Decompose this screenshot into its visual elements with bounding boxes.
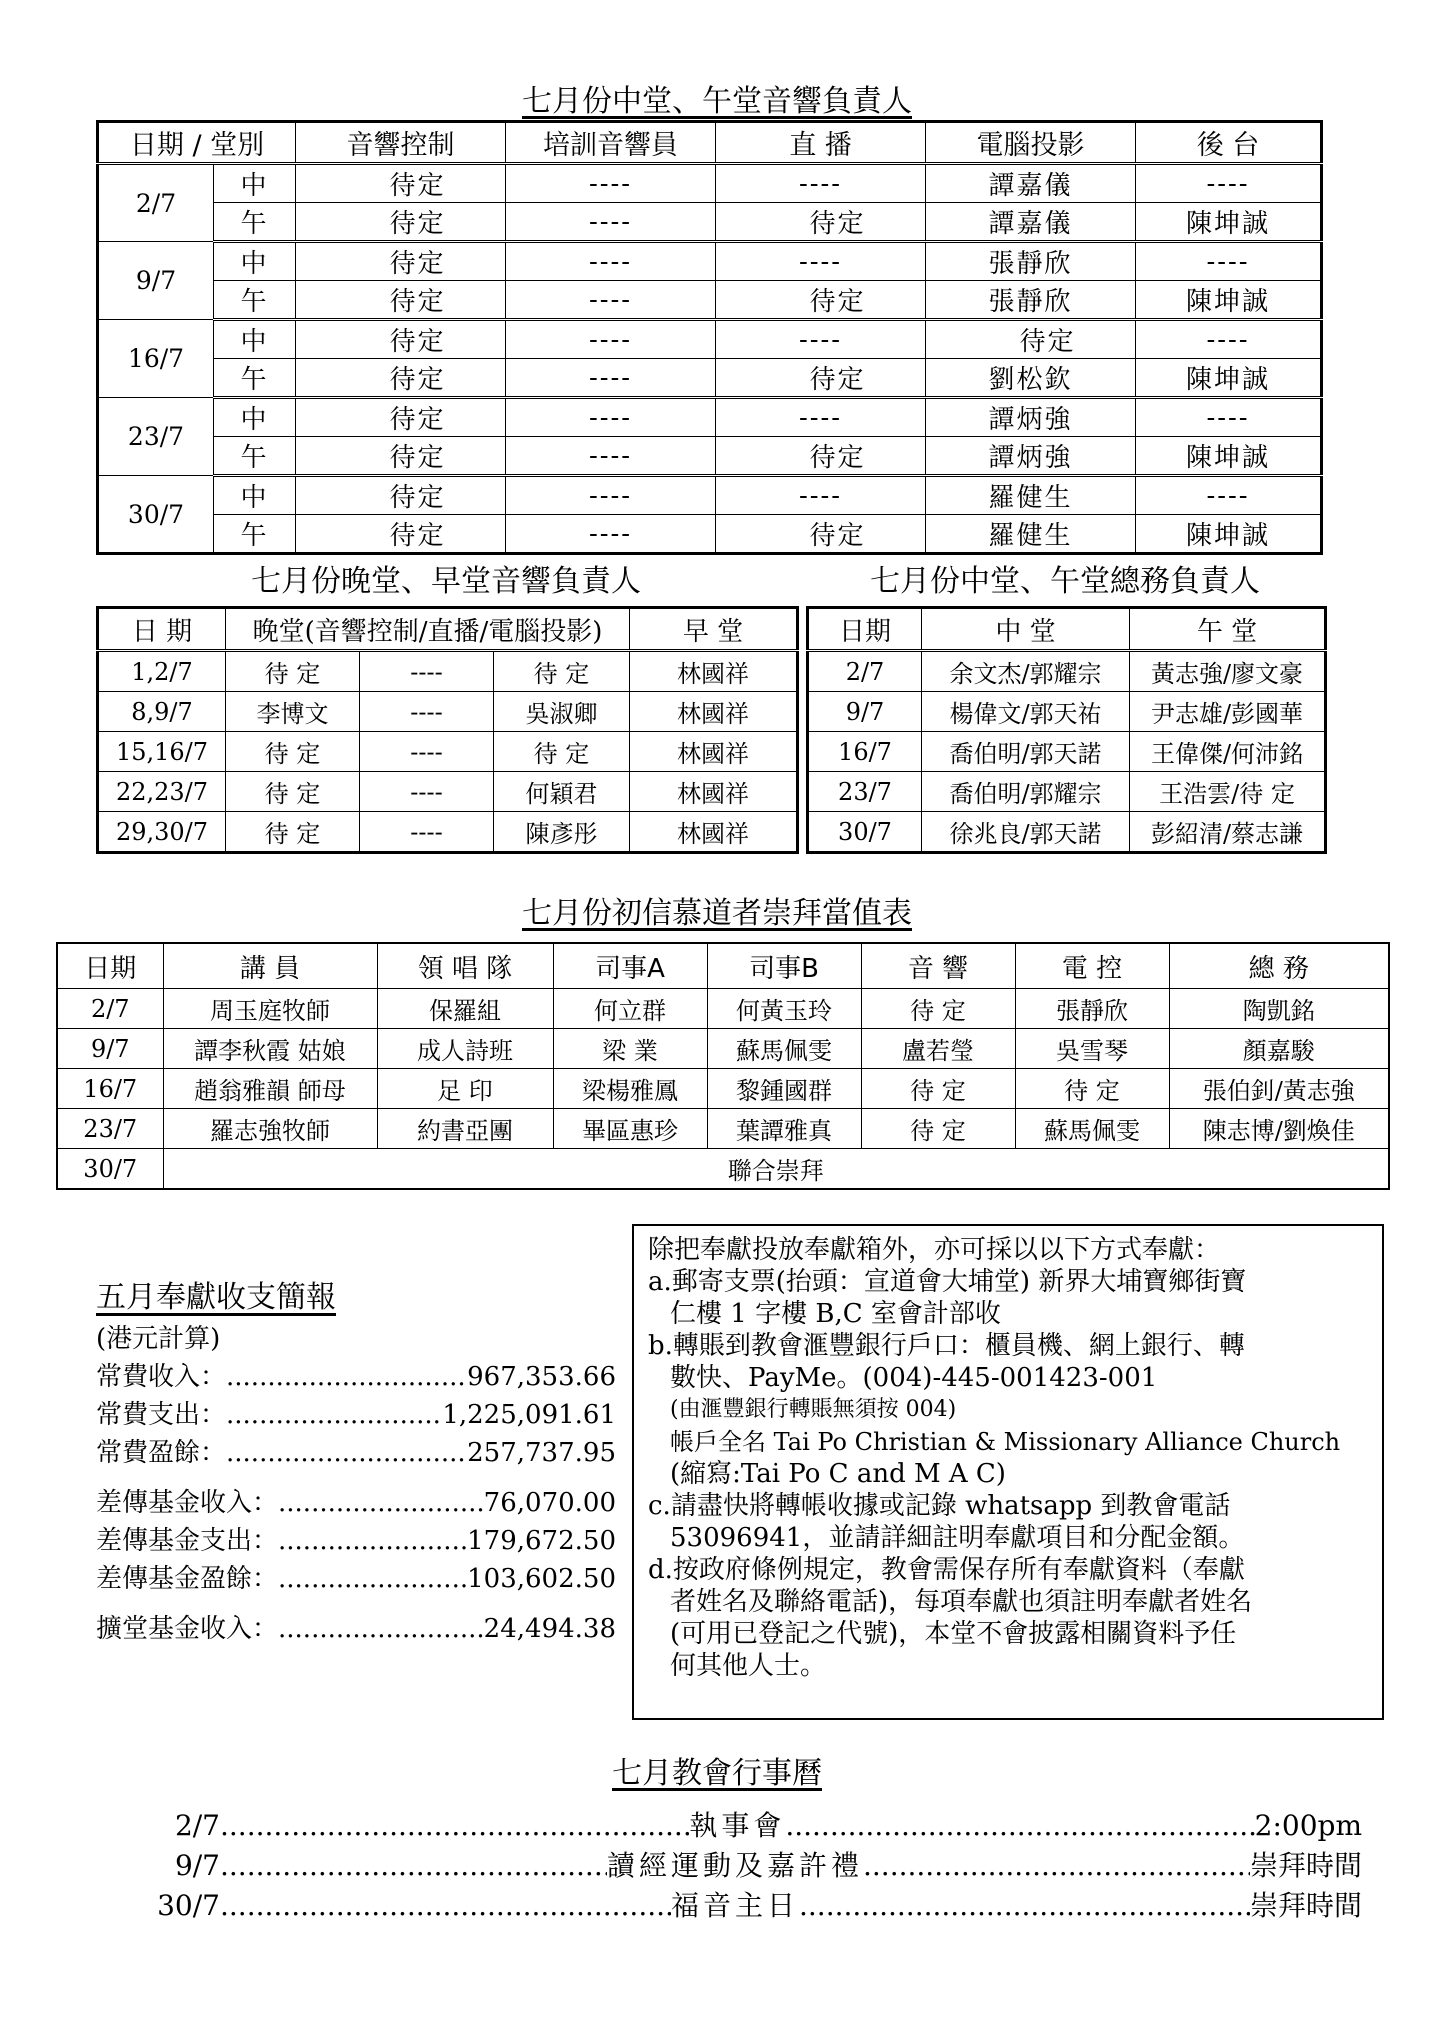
row-date: 8,9/7: [98, 692, 226, 732]
row-live: ----: [716, 242, 926, 281]
row-date: 2/7: [98, 164, 214, 242]
seeker-worship-table: [56, 942, 1390, 1190]
table-row: [808, 692, 1326, 732]
row-noon: 王浩雲/待 定: [1130, 772, 1326, 812]
offering-method-c: c.請盡快將轉帳收據或記錄 whatsapp 到教會電話: [648, 1491, 1231, 1521]
row-backstage: ----: [1136, 164, 1322, 203]
header-speaker: 講 員: [163, 943, 377, 989]
row-sound: 待 定: [861, 1069, 1015, 1109]
table-header-row: [98, 122, 1322, 164]
row-projector: 劉松欽: [926, 359, 1136, 398]
row-sound: 待 定: [226, 772, 360, 812]
row-trainee: ----: [506, 437, 716, 476]
header-trainee: 培訓音響員: [506, 122, 716, 164]
row-usher-b: 葉譚雅真: [707, 1109, 861, 1149]
row-live: 待定: [716, 437, 926, 476]
row-trainee: ----: [506, 164, 716, 203]
table-row: [98, 242, 1322, 281]
row-usher-b: 蘇馬佩雯: [707, 1029, 861, 1069]
row-date: 16/7: [98, 320, 214, 398]
row-sound: 盧若瑩: [861, 1029, 1015, 1069]
row-sound: 待定: [296, 476, 506, 515]
table-row: [57, 1149, 1389, 1190]
header-sound: 音 響: [861, 943, 1015, 989]
row-control: 蘇馬佩雯: [1015, 1109, 1169, 1149]
table-row: [98, 515, 1322, 554]
row-projector: 羅健生: [926, 515, 1136, 554]
row-date: 16/7: [808, 732, 922, 772]
offering-report-title: 五月奉獻收支簡報: [96, 1280, 336, 1315]
row-session: 午: [214, 437, 296, 476]
row-backstage: 陳坤誠: [1136, 203, 1322, 242]
row-date: 30/7: [808, 812, 922, 853]
row-date: 2/7: [57, 989, 163, 1029]
row-backstage: 陳坤誠: [1136, 359, 1322, 398]
row-live: 待定: [716, 281, 926, 320]
report-row: 差傳基金支出： ..... 179,672.50: [96, 1522, 616, 1560]
row-general: 陶凱銘: [1169, 989, 1389, 1029]
row-date: 9/7: [98, 242, 214, 320]
row-date: 2/7: [808, 651, 922, 692]
row-date: 15,16/7: [98, 732, 226, 772]
offering-intro: 除把奉獻投放奉獻箱外，亦可採以以下方式奉獻：: [648, 1235, 1221, 1265]
header-worship: 領 唱 隊: [377, 943, 553, 989]
church-calendar: [150, 1806, 1362, 1926]
row-usher-a: 何立群: [553, 989, 707, 1029]
row-control: 吳雪琴: [1015, 1029, 1169, 1069]
table-row: [808, 651, 1326, 692]
table-row: [98, 772, 798, 812]
offering-method-b: b.轉賬到教會滙豐銀行戶口：櫃員機、網上銀行、轉: [648, 1331, 1245, 1361]
table-row: [808, 812, 1326, 853]
row-projector: 待 定: [494, 732, 630, 772]
row-live: 待定: [716, 515, 926, 554]
row-sound: 待定: [296, 203, 506, 242]
report-row: 差傳基金盈餘： ..... 103,602.50: [96, 1560, 616, 1598]
table-row: [98, 203, 1322, 242]
table-row: [98, 359, 1322, 398]
row-usher-a: 梁楊雅鳳: [553, 1069, 707, 1109]
row-mid: 楊偉文/郭天祐: [922, 692, 1130, 732]
table-row: [98, 692, 798, 732]
row-noon: 尹志雄/彭國華: [1130, 692, 1326, 732]
table-header-row: [808, 608, 1326, 651]
table-row: [98, 732, 798, 772]
row-projector: 張靜欣: [926, 281, 1136, 320]
header-usher-b: 司事B: [707, 943, 861, 989]
evening-sound-table: [96, 606, 799, 854]
row-projector: 譚炳強: [926, 398, 1136, 437]
row-live: ----: [716, 320, 926, 359]
row-backstage: 陳坤誠: [1136, 281, 1322, 320]
report-row: 差傳基金收入： ..... 76,070.00: [96, 1484, 616, 1522]
row-date: 9/7: [808, 692, 922, 732]
row-usher-a: 畢區惠珍: [553, 1109, 707, 1149]
row-worship: 約書亞團: [377, 1109, 553, 1149]
joint-worship-cell: 聯合崇拜: [163, 1149, 1389, 1190]
row-sound: 待 定: [226, 812, 360, 853]
header-mid: 中 堂: [922, 608, 1130, 651]
row-mid: 徐兆良/郭天諾: [922, 812, 1130, 853]
row-noon: 王偉傑/何沛銘: [1130, 732, 1326, 772]
sound-table-title: 七月份中堂、午堂音響負責人: [522, 84, 912, 119]
row-projector: 陳彥彤: [494, 812, 630, 853]
row-sound: 待定: [296, 320, 506, 359]
row-date: 1,2/7: [98, 651, 226, 692]
row-speaker: 羅志強牧師: [163, 1109, 377, 1149]
row-sound: 待定: [296, 398, 506, 437]
row-usher-a: 梁 業: [553, 1029, 707, 1069]
row-general: 陳志博/劉煥佳: [1169, 1109, 1389, 1149]
row-sound: 待定: [296, 242, 506, 281]
general-table-title: 七月份中堂、午堂總務負責人: [870, 564, 1260, 599]
row-live: ----: [360, 651, 494, 692]
header-date: 日期: [57, 943, 163, 989]
report-row: 常費收入： ..... 967,353.66: [96, 1358, 616, 1396]
row-sound: 待定: [296, 359, 506, 398]
row-projector: 譚嘉儀: [926, 203, 1136, 242]
row-sound: 待 定: [861, 1109, 1015, 1149]
header-noon: 午 堂: [1130, 608, 1326, 651]
row-backstage: 陳坤誠: [1136, 437, 1322, 476]
sound-duty-table: [96, 120, 1323, 555]
row-mid: 余文杰/郭耀宗: [922, 651, 1130, 692]
row-sound: 待定: [296, 164, 506, 203]
table-row: [98, 398, 1322, 437]
row-backstage: ----: [1136, 320, 1322, 359]
table-row: [57, 1029, 1389, 1069]
table-row: [808, 732, 1326, 772]
row-session: 午: [214, 281, 296, 320]
row-session: 午: [214, 515, 296, 554]
row-usher-b: 黎鍾國群: [707, 1069, 861, 1109]
row-speaker: 譚李秋霞 姑娘: [163, 1029, 377, 1069]
row-morning: 林國祥: [630, 772, 798, 812]
row-session: 午: [214, 203, 296, 242]
table-row: [808, 772, 1326, 812]
row-live: ----: [716, 398, 926, 437]
seeker-table-title: 七月份初信慕道者崇拜當值表: [522, 896, 912, 931]
row-trainee: ----: [506, 359, 716, 398]
row-projector: 吳淑卿: [494, 692, 630, 732]
table-header-row: [57, 943, 1389, 989]
row-date: 29,30/7: [98, 812, 226, 853]
table-row: [57, 989, 1389, 1029]
calendar-event: 9/7 ..... 讀經運動及嘉許禮 ..... 崇拜時間: [150, 1846, 1362, 1886]
table-row: [98, 476, 1322, 515]
row-date: 30/7: [98, 476, 214, 554]
row-trainee: ----: [506, 281, 716, 320]
row-sound: 待定: [296, 515, 506, 554]
header-morning: 早 堂: [630, 608, 798, 651]
row-backstage: ----: [1136, 242, 1322, 281]
offering-report: [96, 1276, 616, 1648]
row-live: ----: [360, 812, 494, 853]
row-date: 23/7: [98, 398, 214, 476]
row-session: 中: [214, 164, 296, 203]
row-session: 中: [214, 242, 296, 281]
calendar-event: 2/7 ..... 執事會 ..... 2:00pm: [150, 1806, 1362, 1846]
report-row: 擴堂基金收入： ..... 24,494.38: [96, 1610, 616, 1648]
table-row: [98, 281, 1322, 320]
row-sound: 待 定: [861, 989, 1015, 1029]
row-morning: 林國祥: [630, 812, 798, 853]
row-projector: 譚嘉儀: [926, 164, 1136, 203]
header-backstage: 後 台: [1136, 122, 1322, 164]
row-live: ----: [360, 692, 494, 732]
header-usher-a: 司事A: [553, 943, 707, 989]
row-trainee: ----: [506, 515, 716, 554]
row-sound: 待 定: [226, 732, 360, 772]
row-session: 午: [214, 359, 296, 398]
table-row: [98, 164, 1322, 203]
header-date: 日 期: [98, 608, 226, 651]
row-sound: 待定: [296, 437, 506, 476]
row-trainee: ----: [506, 203, 716, 242]
general-affairs-table: [806, 606, 1327, 854]
row-morning: 林國祥: [630, 651, 798, 692]
row-sound: 待 定: [226, 651, 360, 692]
row-projector: 羅健生: [926, 476, 1136, 515]
header-general: 總 務: [1169, 943, 1389, 989]
row-projector: 譚炳強: [926, 437, 1136, 476]
row-trainee: ----: [506, 242, 716, 281]
row-mid: 喬伯明/郭耀宗: [922, 772, 1130, 812]
row-noon: 黃志強/廖文豪: [1130, 651, 1326, 692]
header-sound-control: 音響控制: [296, 122, 506, 164]
row-sound: 李博文: [226, 692, 360, 732]
row-trainee: ----: [506, 398, 716, 437]
offering-method-a: a.郵寄支票(抬頭：宣道會大埔堂) 新界大埔寶鄉街寶: [648, 1267, 1247, 1297]
row-worship: 保羅組: [377, 989, 553, 1029]
header-live: 直 播: [716, 122, 926, 164]
row-noon: 彭紹清/蔡志謙: [1130, 812, 1326, 853]
row-backstage: 陳坤誠: [1136, 515, 1322, 554]
table-row: [98, 320, 1322, 359]
row-live: ----: [716, 164, 926, 203]
row-live: 待定: [716, 359, 926, 398]
row-backstage: ----: [1136, 398, 1322, 437]
table-row: [98, 437, 1322, 476]
row-sound: 待定: [296, 281, 506, 320]
header-date-session: 日期 / 堂別: [98, 122, 296, 164]
row-trainee: ----: [506, 476, 716, 515]
offering-methods-box: 除把奉獻投放奉獻箱外，亦可採以以下方式奉獻： a.郵寄支票(抬頭：宣道會大埔堂) 新界大埔寶鄉街寶 仁樓 1 字樓 B,C 室會計部收 b.轉賬到教會滙豐銀行戶口：櫃員機、網上銀行、轉 數快、PayMe。(004)-445-001423-001 (由滙豐銀行轉賬無須按 004) 帳戶全名 Tai Po Christian & Missionary Alliance Church (縮寫:Tai Po C and M A C) c.請盡快將轉帳收據或記錄 whatsapp 到教會電話 53096941，並請詳細註明奉獻項目和分配金額。 d.按政府條例規定，教會需保存所有奉獻資料（奉獻 者姓名及聯絡電話)，每項奉獻也須註明奉獻者姓名 (可用已登記之代號)，本堂不會披露相關資料予任 何其他人士。: [632, 1224, 1384, 1720]
header-control: 電 控: [1015, 943, 1169, 989]
row-worship: 足 印: [377, 1069, 553, 1109]
row-morning: 林國祥: [630, 692, 798, 732]
table-row: [98, 651, 798, 692]
calendar-title: 七月教會行事曆: [612, 1756, 822, 1791]
row-live: ----: [360, 772, 494, 812]
row-backstage: ----: [1136, 476, 1322, 515]
report-row: 常費支出： ..... 1,225,091.61: [96, 1396, 616, 1434]
header-evening: 晚堂(音響控制/直播/電腦投影): [226, 608, 630, 651]
offering-report-unit: (港元計算): [96, 1324, 221, 1354]
table-row: [57, 1069, 1389, 1109]
row-projector: 待定: [926, 320, 1136, 359]
row-usher-b: 何黃玉玲: [707, 989, 861, 1029]
table-header-row: [98, 608, 798, 651]
calendar-event: 30/7 ..... 福音主日 ..... 崇拜時間: [150, 1886, 1362, 1926]
evening-table-title: 七月份晚堂、早堂音響負責人: [251, 564, 641, 599]
row-live: ----: [360, 732, 494, 772]
row-morning: 林國祥: [630, 732, 798, 772]
row-trainee: ----: [506, 320, 716, 359]
header-date: 日期: [808, 608, 922, 651]
row-date: 23/7: [808, 772, 922, 812]
row-projector: 待 定: [494, 651, 630, 692]
row-mid: 喬伯明/郭天諾: [922, 732, 1130, 772]
row-projector: 張靜欣: [926, 242, 1136, 281]
row-date: 16/7: [57, 1069, 163, 1109]
row-session: 中: [214, 320, 296, 359]
row-control: 待 定: [1015, 1069, 1169, 1109]
table-row: [98, 812, 798, 853]
table-row: [57, 1109, 1389, 1149]
row-date: 9/7: [57, 1029, 163, 1069]
row-general: 張伯釗/黃志強: [1169, 1069, 1389, 1109]
row-date: 30/7: [57, 1149, 163, 1190]
row-worship: 成人詩班: [377, 1029, 553, 1069]
offering-method-d: d.按政府條例規定，教會需保存所有奉獻資料（奉獻: [648, 1555, 1245, 1585]
row-speaker: 周玉庭牧師: [163, 989, 377, 1029]
report-row: 常費盈餘： ..... 257,737.95: [96, 1434, 616, 1472]
row-control: 張靜欣: [1015, 989, 1169, 1029]
row-date: 22,23/7: [98, 772, 226, 812]
row-projector: 何穎君: [494, 772, 630, 812]
row-live: 待定: [716, 203, 926, 242]
row-session: 中: [214, 476, 296, 515]
row-general: 顏嘉駿: [1169, 1029, 1389, 1069]
row-speaker: 趙翁雅韻 師母: [163, 1069, 377, 1109]
row-date: 23/7: [57, 1109, 163, 1149]
row-session: 中: [214, 398, 296, 437]
header-projector: 電腦投影: [926, 122, 1136, 164]
row-live: ----: [716, 476, 926, 515]
